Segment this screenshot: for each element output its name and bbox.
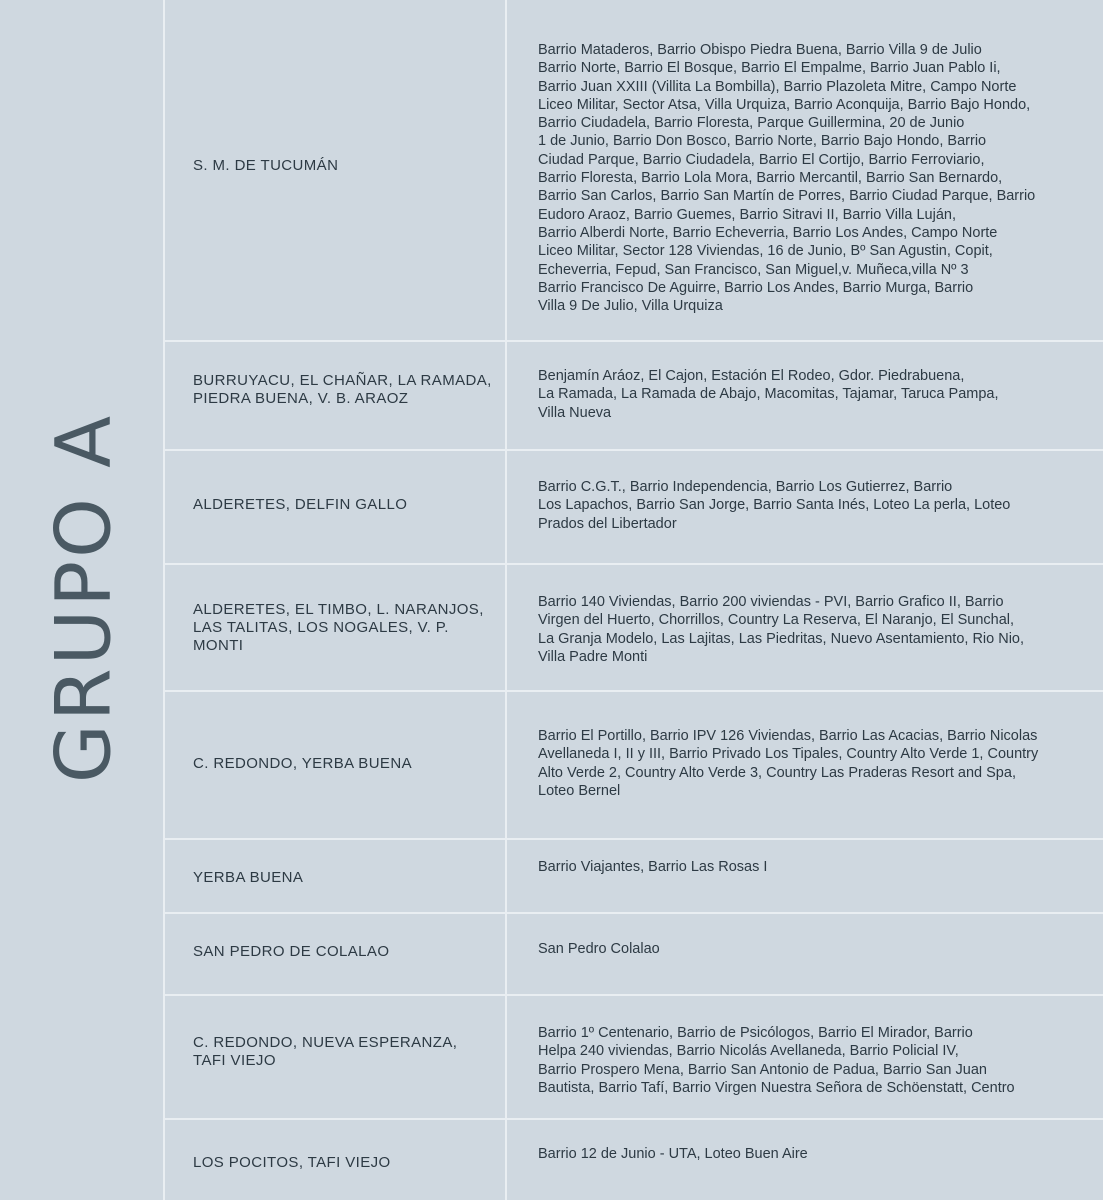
table-row bbox=[165, 342, 1103, 451]
table-row bbox=[165, 1120, 1103, 1200]
group-column bbox=[0, 0, 165, 1200]
barrios-cell: Barrio Mataderos, Barrio Obispo Piedra Buena, Barrio Villa 9 de Julio Barrio Norte, Barrio El Bosque, Barrio El Empalme, Barrio Juan Pablo Ii, Barrio Juan XXIII (Villita La Bombilla), Barrio Plazoleta Mitre, Campo Norte Liceo Militar, Sector Atsa, Villa Urquiza, Barrio Aconquija, Barrio Bajo Hondo, Barrio Ciudadela, Barrio Floresta, Parque Guillermina, 20 de Junio 1 de Junio, Barrio Don Bosco, Barrio Norte, Barrio Bajo Hondo, Barrio Ciudad Parque, Barrio Ciudadela, Barrio El Cortijo, Barrio Ferroviario, Barrio Floresta, Barrio Lola Mora, Barrio Mercantil, Barrio San Bernardo, Barrio San Carlos, Barrio San Martín de Porres, Barrio Ciudad Parque, Barrio Eudoro Araoz, Barrio Guemes, Barrio Sitravi II, Barrio Villa Luján, Barrio Alberdi Norte, Barrio Echeverria, Barrio Los Andes, Campo Norte Liceo Militar, Sector 128 Viviendas, 16 de Junio, Bº San Agustin, Copit, Echeverria, Fepud, San Francisco, San Miguel,v. Muñeca,villa Nº 3 Barrio Francisco De Aguirre, Barrio Los Andes, Barrio Murga, Barrio Villa 9 De Julio, Villa Urquiza bbox=[538, 42, 1036, 315]
table-row bbox=[165, 692, 1103, 840]
barrios-cell: Barrio El Portillo, Barrio IPV 126 Viviendas, Barrio Las Acacias, Barrio Nicolas Avellaneda I, II y III, Barrio Privado Los Tipales, Country Alto Verde 1, Country Alto Verde 2, Country Alto Verde 3, Country Las Praderas Resort and Spa, Loteo Bernel bbox=[538, 728, 1039, 799]
barrios-cell: Barrio Viajantes, Barrio Las Rosas I bbox=[538, 859, 768, 875]
localidad-cell: BURRUYACU, EL CHAÑAR, LA RAMADA, PIEDRA BUENA, V. B. ARAOZ bbox=[165, 342, 507, 449]
localidad-cell: S. M. DE TUCUMÁN bbox=[165, 0, 507, 340]
localidad-cell: ALDERETES, EL TIMBO, L. NARANJOS, LAS TALITAS, LOS NOGALES, V. P. MONTI bbox=[165, 565, 507, 690]
group-title: GRUPO A bbox=[38, 412, 128, 784]
table-row bbox=[165, 565, 1103, 692]
barrios-cell: San Pedro Colalao bbox=[538, 941, 660, 957]
barrios-cell: Benjamín Aráoz, El Cajon, Estación El Rodeo, Gdor. Piedrabuena, La Ramada, La Ramada de Abajo, Macomitas, Tajamar, Taruca Pampa, Villa Nueva bbox=[538, 368, 999, 421]
barrios-cell: Barrio 1º Centenario, Barrio de Psicólogos, Barrio El Mirador, Barrio Helpa 240 viviendas, Barrio Nicolás Avellaneda, Barrio Policial IV, Barrio Prospero Mena, Barrio San Antonio de Padua, Barrio San Juan Bautista, Barrio Tafí, Barrio Virgen Nuestra Señora de Schöenstatt, Centro bbox=[538, 1025, 1015, 1096]
localidad-cell: ALDERETES, DELFIN GALLO bbox=[165, 451, 507, 563]
localities-table bbox=[165, 0, 1103, 1200]
localidad-cell: YERBA BUENA bbox=[165, 840, 507, 912]
localidad-cell: C. REDONDO, NUEVA ESPERANZA, TAFI VIEJO bbox=[165, 996, 507, 1118]
localidad-cell: C. REDONDO, YERBA BUENA bbox=[165, 692, 507, 838]
table-row bbox=[165, 840, 1103, 914]
barrios-cell: Barrio 140 Viviendas, Barrio 200 viviendas - PVI, Barrio Grafico II, Barrio Virgen del Huerto, Chorrillos, Country La Reserva, El Naranjo, El Sunchal, La Granja Modelo, Las Lajitas, Las Piedritas, Nuevo Asentamiento, Rio Nio, Villa Padre Monti bbox=[538, 594, 1025, 665]
barrios-cell: Barrio C.G.T., Barrio Independencia, Barrio Los Gutierrez, Barrio Los Lapachos, Barrio San Jorge, Barrio Santa Inés, Loteo La perla, Loteo Prados del Libertador bbox=[538, 479, 1011, 532]
barrios-cell: Barrio 12 de Junio - UTA, Loteo Buen Aire bbox=[538, 1146, 808, 1162]
table-row bbox=[165, 0, 1103, 342]
table-row bbox=[165, 996, 1103, 1120]
localidad-cell: SAN PEDRO DE COLALAO bbox=[165, 914, 507, 994]
table-row bbox=[165, 914, 1103, 996]
table-row bbox=[165, 451, 1103, 565]
localidad-cell: LOS POCITOS, TAFI VIEJO bbox=[165, 1120, 507, 1200]
